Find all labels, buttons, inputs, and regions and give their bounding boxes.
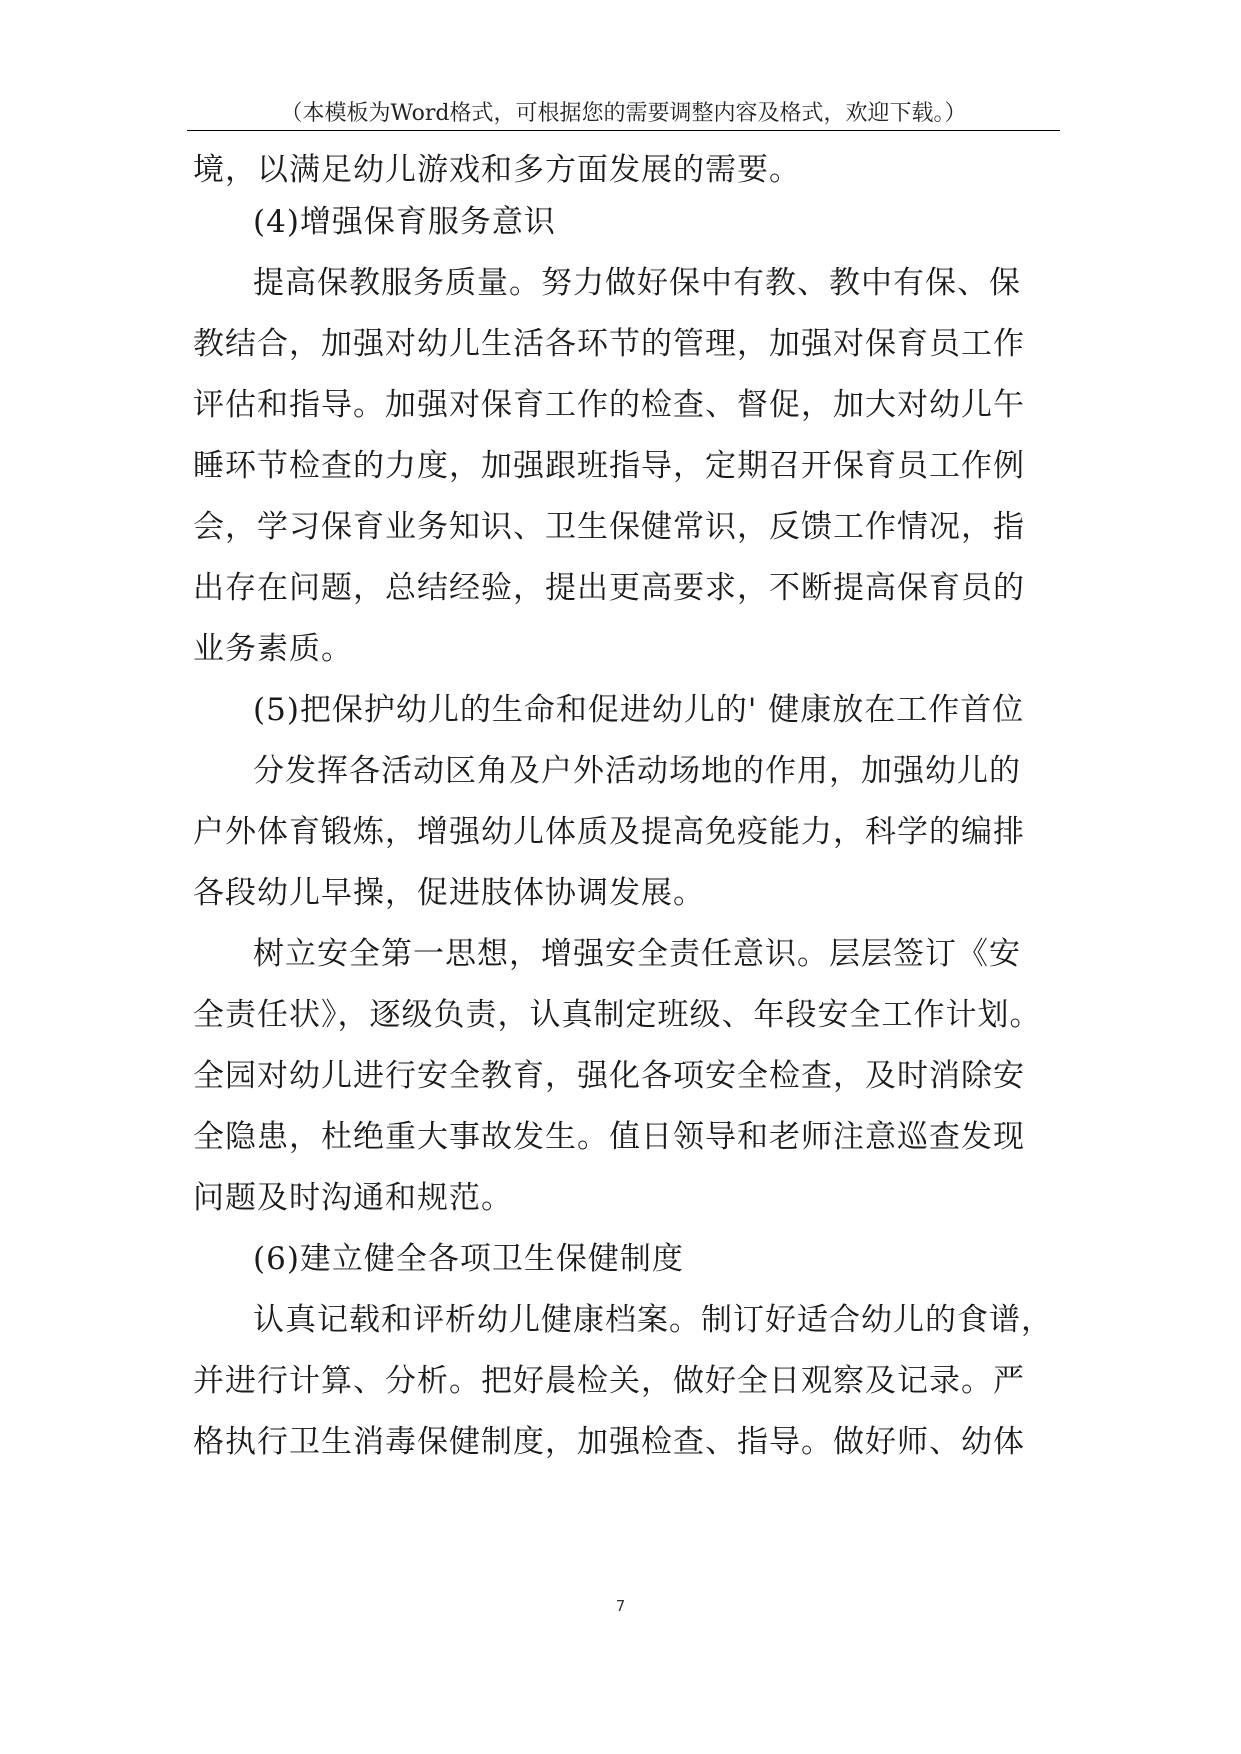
body-line: 认真记载和评析幼儿健康档案。制订好适合幼儿的食谱， [253, 1302, 1053, 1338]
body-line: 出存在问题，总结经验，提出更高要求，不断提高保育员的 [193, 570, 1025, 606]
body-line: 教结合，加强对幼儿生活各环节的管理，加强对保育员工作 [193, 326, 1025, 362]
body-line: 格执行卫生消毒保健制度，加强检查、指导。做好师、幼体 [193, 1424, 1025, 1460]
body-line: 评估和指导。加强对保育工作的检查、督促，加大对幼儿午 [193, 387, 1025, 423]
body-line: 全园对幼儿进行安全教育，强化各项安全检查，及时消除安 [193, 1058, 1025, 1094]
body-line: 分发挥各活动区角及户外活动场地的作用，加强幼儿的 [253, 753, 1021, 789]
body-line: 业务素质。 [193, 631, 353, 667]
body-line: 全责任状》，逐级负责，认真制定班级、年段安全工作计划。 [193, 997, 1042, 1033]
page-number: 7 [615, 1597, 626, 1615]
body-line: 并进行计算、分析。把好晨检关，做好全日观察及记录。严 [193, 1363, 1025, 1399]
section-heading-4: (4)增强保育服务意识 [253, 204, 556, 240]
body-line: 境，以满足幼儿游戏和多方面发展的需要。 [193, 152, 801, 188]
page-header-note: （本模板为Word格式，可根据您的需要调整内容及格式，欢迎下载。） [280, 101, 967, 126]
body-line: 提高保教服务质量。努力做好保中有教、教中有保、保 [253, 265, 1021, 301]
body-line: 会，学习保育业务知识、卫生保健常识，反馈工作情况，指 [193, 509, 1025, 545]
body-line: 树立安全第一思想，增强安全责任意识。层层签订《安 [253, 936, 1021, 972]
body-line: 户外体育锻炼，增强幼儿体质及提高免疫能力，科学的编排 [193, 814, 1025, 850]
body-line: 问题及时沟通和规范。 [193, 1180, 513, 1216]
section-heading-5: (5)把保护幼儿的生命和促进幼儿的' 健康放在工作首位 [253, 692, 1025, 728]
section-heading-6: (6)建立健全各项卫生保健制度 [253, 1241, 684, 1277]
body-line: 睡环节检查的力度，加强跟班指导，定期召开保育员工作例 [193, 448, 1025, 484]
body-line: 全隐患，杜绝重大事故发生。值日领导和老师注意巡查发现 [193, 1119, 1025, 1155]
header-divider [187, 130, 1060, 131]
body-line: 各段幼儿早操，促进肢体协调发展。 [193, 875, 705, 911]
